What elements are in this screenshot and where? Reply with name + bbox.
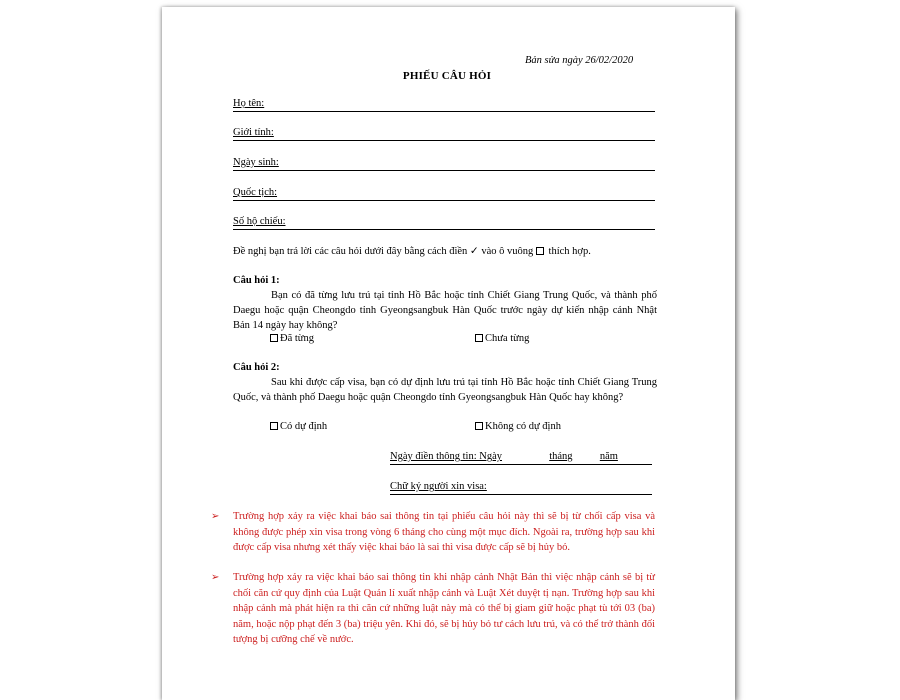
option-label: Chưa từng bbox=[485, 333, 530, 344]
warning-note-1 bbox=[211, 509, 655, 556]
date-label: Ngày điền thông tin: Ngày bbox=[390, 451, 502, 462]
arrow-bullet-icon: ➢ bbox=[211, 572, 220, 583]
birthdate-field[interactable] bbox=[233, 156, 655, 171]
month-label: tháng bbox=[549, 451, 573, 462]
option-label: Có dự định bbox=[280, 421, 328, 432]
checkbox-icon[interactable] bbox=[475, 422, 483, 430]
nationality-field[interactable] bbox=[233, 186, 655, 201]
instruction-after: thích hợp. bbox=[548, 246, 591, 257]
page-title: PHIẾU CÂU HỎI bbox=[402, 70, 492, 82]
question-2-label: Câu hỏi 2: bbox=[233, 362, 280, 373]
warning-note-2 bbox=[211, 570, 655, 648]
checkbox-icon bbox=[536, 247, 544, 255]
note-text: Trường hợp xảy ra việc khai báo sai thông tin tại phiếu câu hỏi này thì sẽ bị từ chối cấp visa và không được phép xin visa trong vòng 6 tháng cho cùng một mục đích. Ngoài ra, trường hợp sau khi được cấp visa nhưng xét thấy việc khai báo là sai thì visa được cấp sẽ bị hủy bỏ. bbox=[233, 511, 655, 553]
nationality-label: Quốc tịch: bbox=[233, 187, 278, 198]
checkbox-icon[interactable] bbox=[270, 334, 278, 342]
name-label: Họ tên: bbox=[233, 98, 265, 109]
checkbox-icon[interactable] bbox=[475, 334, 483, 342]
revision-date: Bản sửa ngày 26/02/2020 bbox=[525, 55, 634, 66]
gender-label: Giới tính: bbox=[233, 127, 274, 138]
question-2-option-no[interactable] bbox=[475, 421, 561, 432]
year-label: năm bbox=[599, 451, 618, 462]
birthdate-label: Ngày sinh: bbox=[233, 157, 279, 168]
date-filled-field[interactable] bbox=[390, 450, 652, 465]
option-label: Đã từng bbox=[280, 333, 314, 344]
check-icon: ✓ bbox=[469, 245, 479, 257]
question-1-text: Bạn có đã từng lưu trú tại tỉnh Hồ Bắc hoặc tỉnh Chiết Giang Trung Quốc, và thành phố Daegu hoặc quận Cheongdo tỉnh Gyeongsangbuk Hàn Quốc trước ngày dự kiến nhập cảnh Nhật Bản 14 ngày hay không? bbox=[233, 290, 657, 331]
note-text: Trường hợp xảy ra việc khai báo sai thông tin khi nhập cảnh Nhật Bản thì việc nhập cảnh sẽ bị từ chối căn cứ quy định của Luật Quản lí xuất nhập cảnh và Luật Xét duyệt tị nạn. Trường hợp sau khi nhập cảnh mà phát hiện ra thì căn cứ những luật này mà có thể bị giam giữ hoặc phạt tù tới 03 (ba) năm, hoặc nộp phạt đến 3 (ba) triệu yên. Khi đó, sẽ bị hủy bỏ tư cách lưu trú, và có thể trở thành đối tượng bị cưỡng chế về nước. bbox=[233, 572, 655, 645]
name-field[interactable] bbox=[233, 97, 655, 112]
instruction-text bbox=[233, 245, 591, 257]
instruction-before: Đề nghị bạn trả lời các câu hỏi dưới đây bằng cách điền bbox=[233, 246, 468, 257]
option-label: Không có dự định bbox=[485, 421, 561, 432]
question-1-option-no[interactable] bbox=[475, 333, 529, 344]
question-1-option-yes[interactable] bbox=[270, 333, 314, 344]
signer-label: Chữ ký người xin visa: bbox=[390, 481, 487, 492]
checkbox-icon[interactable] bbox=[270, 422, 278, 430]
question-2-text: Sau khi được cấp visa, bạn có dự định lưu trú tại tỉnh Hồ Bắc hoặc tỉnh Chiết Giang Trung Quốc, và thành phố Daegu hoặc quận Cheongdo tỉnh Gyeongsangbuk Hàn Quốc hay không? bbox=[233, 377, 657, 403]
question-1-label: Câu hỏi 1: bbox=[233, 275, 280, 286]
arrow-bullet-icon: ➢ bbox=[211, 511, 220, 522]
signature-field[interactable] bbox=[390, 480, 652, 495]
passport-label: Số hộ chiếu: bbox=[233, 216, 286, 227]
question-2-option-yes[interactable] bbox=[270, 421, 327, 432]
gender-field[interactable] bbox=[233, 126, 655, 141]
passport-field[interactable] bbox=[233, 215, 655, 230]
instruction-middle: vào ô vuông bbox=[481, 246, 534, 257]
